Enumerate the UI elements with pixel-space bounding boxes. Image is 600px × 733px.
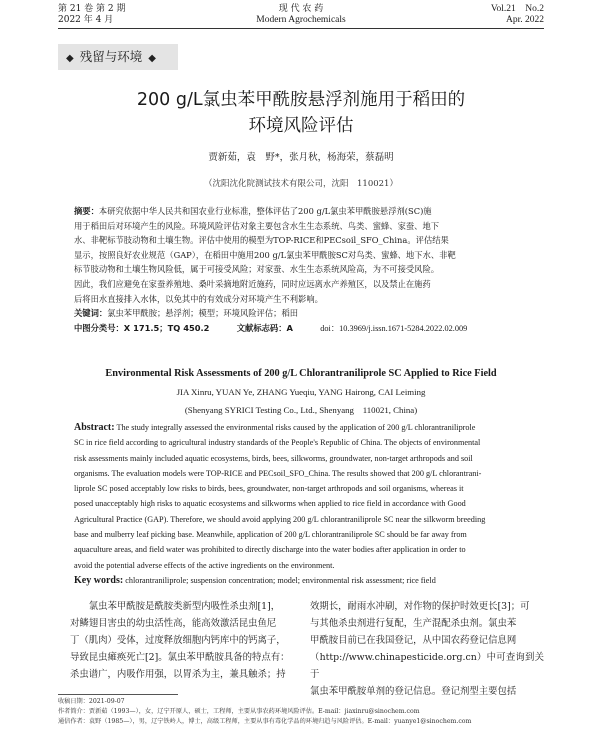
body-right-line-2: 与其他杀虫剂进行复配，生产混配杀虫剂。氯虫苯: [310, 618, 517, 629]
title-cn-line-2: 环境风险评估: [248, 116, 354, 136]
body-left-line-3: 丁（肌肉）受体，过度释放细胞内钙库中的钙离子，: [70, 635, 286, 646]
authors-cn: 贾新茹，袁 野*，张月秋，杨海荣，蔡磊明: [208, 152, 394, 163]
abstract-cn-line-2: 用于稻田后对环境产生的风险。环境风险评估对象主要包含水生生态系统、鸟类、蜜蜂、家蚕、地下: [74, 220, 440, 231]
abstract-en-line-5: liprole SC posed acceptably low risks to birds, bees, groundwater, non-target arthropods and soil organisms, whereas it: [74, 484, 464, 494]
keywords-cn: 关键词：氯虫苯甲酰胺；悬浮剂；模型；环境风险评估；稻田: [74, 308, 299, 319]
keywords-cn-label: 关键词：: [74, 308, 108, 319]
abstract-cn-label: 摘要：: [74, 206, 99, 216]
abstract-en-line-8: base and mulberry leaf picking base. Meanwhile, application of 200 g/L chlorantraniliprole SC should be far away from: [74, 530, 467, 540]
body-left-line-2: 对鳞翅目害虫的幼虫活性高，能高效激活昆虫鱼尼: [70, 618, 277, 629]
title-en: Environmental Risk Assessments of 200 g/L Chlorantraniliprole SC Applied to Rice Field: [105, 368, 497, 379]
affiliation-en: (Shenyang SYRICI Testing Co., Ltd., Shenyang 110021, China): [184, 405, 418, 415]
body-right-line-4: （http://www.chinapesticide.org.cn）中可查询到关于: [310, 652, 544, 680]
abstract-cn: [74, 204, 534, 336]
abstract-en: [74, 420, 534, 588]
title-cn-line-1: 200 g/L氯虫苯甲酰胺悬浮剂施用于稻田的: [136, 90, 466, 110]
body-right-line-3: 甲酰胺目前已在我国登记，从中国农药登记信息网: [310, 635, 517, 646]
abstract-cn-line-1: 摘要：本研究依据中华人民共和国农业行业标准，整体评估了200 g/L氯虫苯甲酰胺悬浮剂(SC)施: [74, 206, 432, 216]
issue-date-en: Apr. 2022: [506, 15, 544, 25]
body-left-line-1: 氯虫苯甲酰胺是酰胺类新型内吸性杀虫剂[1]，: [70, 601, 281, 612]
affiliation-cn: （沈阳沈化院测试技术有限公司，沈阳 110021）: [204, 179, 398, 189]
issue-date: 2022 年 4 月: [58, 15, 114, 25]
volume-issue-en: Vol.21 No.2: [490, 4, 544, 14]
abstract-en-line-1: Abstract: The study integrally assessed the environmental risks caused by the application of 200 g/L chlorantraniliprole: [74, 422, 476, 433]
diamond-icon: ◆: [66, 53, 74, 64]
keywords-en-label: Key words:: [74, 574, 124, 586]
abstract-cn-line-4: 显示，按照良好农业规范（GAP），在稻田中施用200 g/L氯虫苯甲酰胺SC对鸟类、蜜蜂、地下水、非靶: [74, 249, 456, 260]
abstract-cn-line-6: 因此，我们应避免在家蚕养殖地、桑叶采摘地附近施药，同时应远离水产养殖区，以及禁止在施药: [74, 278, 431, 289]
footnote-rule: [58, 694, 178, 695]
journal-name-en: Modern Agrochemicals: [256, 15, 346, 25]
abstract-en-line-7: Agricultural Practice (GAP). Therefore, we should avoid applying 200 g/L chlorantraniliprole SC near the silkworm breeding: [74, 514, 486, 524]
abstract-en-line-10: avoid the potential adverse effects of the active ingredients on the environment.: [74, 560, 335, 570]
document-code: 文献标志码：A: [236, 322, 293, 333]
abstract-en-line-9: aquaculture areas, and field water was prohibited to directly discharge into the water bodies after application in order to: [74, 545, 466, 555]
section-tag: [58, 44, 178, 70]
classification-line: [74, 321, 534, 337]
doi: doi：10.3969/j.issn.1671-5284.2022.02.009: [320, 323, 468, 333]
diamond-icon: ◆: [148, 53, 156, 64]
body-column-left: [70, 598, 296, 683]
abstract-en-label: Abstract:: [74, 422, 115, 433]
abstract-cn-line-5: 标节肢动物和土壤生物风险低，属于可接受风险；对家蚕、水生生态系统风险高，为不可接受风险。: [74, 264, 440, 275]
footnote-corresponding: 通信作者：袁野（1985—），男，辽宁铁岭人，博士，高级工程师，主要从事有毒化学品的环境归趋与风险评估。E-mail：yuanye1@sinochem.com: [58, 718, 472, 725]
clc-number: 中图分类号：X 171.5；TQ 450.2: [74, 322, 210, 333]
body-column-right: [310, 598, 544, 700]
abstract-en-line-3: risk assessments mainly included aquatic ecosystems, birds, bees, silkworms, groundwater, non-target arthropods and soil: [74, 453, 473, 463]
footnote-received: 收稿日期：2021-09-07: [58, 698, 125, 705]
section-label: 残留与环境: [79, 49, 143, 64]
footnote-author-intro: 作者简介：贾新茹（1993—），女，辽宁开原人，硕士，工程师，主要从事农药环境风险评估。E-mail：jiaxinru@sinochem.com: [58, 708, 420, 715]
body-right-line-5: 氯虫苯甲酰胺单剂的登记信息。登记剂型主要包括: [310, 686, 517, 697]
volume-issue: 第 21 卷 第 2 期: [58, 4, 126, 14]
body-left-line-4: 导致昆虫瘫痪死亡[2]。氯虫苯甲酰胺具备的特点有：: [70, 652, 290, 663]
keywords-en: Key words: chlorantraniliprole; suspension concentration; model; environmental risk assessment; rice field: [74, 574, 436, 586]
authors-en: JIA Xinru, YUAN Ye, ZHANG Yueqiu, YANG Hairong, CAI Leiming: [176, 387, 426, 397]
body-right-line-1: 效期长，耐雨水冲刷，对作物的保护时效更长[3]；可: [310, 601, 530, 612]
body-left-line-5: 杀虫谱广，内吸作用强，以胃杀为主，兼具触杀；持: [70, 669, 286, 680]
abstract-en-line-6: posed unacceptably high risks to aquatic ecosystems and silkworms when applied to rice field in accordance with Good: [74, 499, 466, 509]
journal-name-cn: 现 代 农 药: [278, 4, 324, 14]
abstract-cn-line-7: 后将田水直接排入水体，以免其中的有效成分对环境产生不利影响。: [74, 293, 323, 304]
header-rule: [58, 28, 544, 29]
abstract-en-line-2: SC in rice field according to agricultural industry standards of the People's Republic of China. The objects of environmental: [74, 438, 481, 448]
abstract-cn-line-3: 水、非靶标节肢动物和土壤生物。评估中使用的模型为TOP-RICE和PECsoil_SFO_China。评估结果: [74, 235, 449, 246]
abstract-en-line-4: organisms. The evaluation models were TOP-RICE and PECsoil_SFO_China. The results showed that 200 g/L chlorantrani-: [74, 468, 482, 478]
